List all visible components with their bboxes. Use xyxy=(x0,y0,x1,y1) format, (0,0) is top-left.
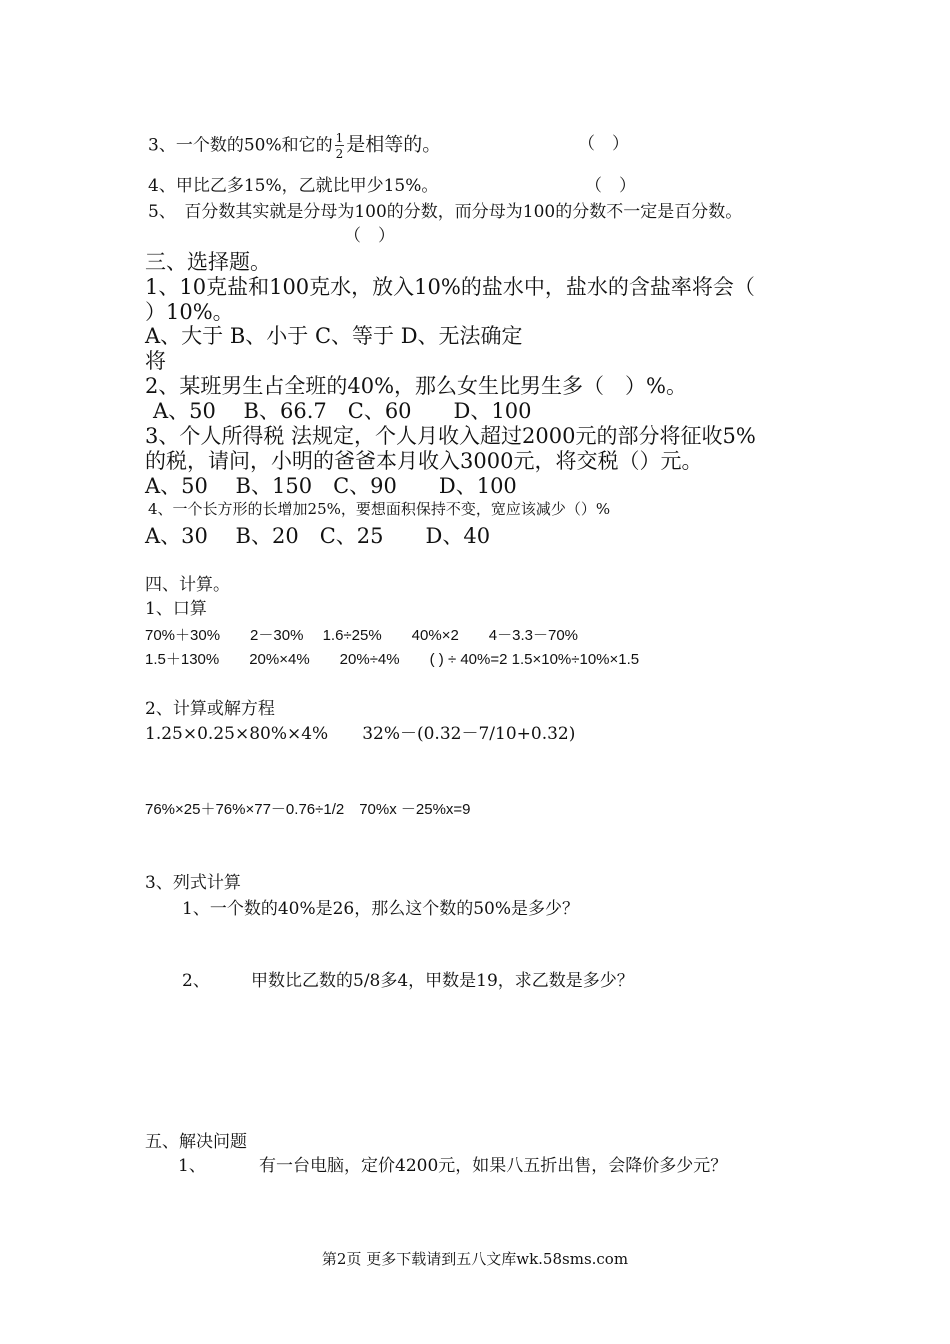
solve-heading: 五、解决问题 xyxy=(145,1132,247,1152)
judge-q4: 4、甲比乙多15%，乙就比甲少15%。 xyxy=(148,176,439,196)
choice-q1-line1: 1、10克盐和100克水，放入10%的盐水中，盐水的含盐率将会（ xyxy=(145,275,755,299)
judge-q5: 5、 百分数其实就是分母为100的分数，而分母为100的分数不一定是百分数。 xyxy=(148,202,743,222)
equation-heading: 2、计算或解方程 xyxy=(145,699,275,719)
equation-row-1: 1.25×0.25×80%×4% 32%－(0.32－7/10+0.32) xyxy=(145,724,576,744)
judge-q3 xyxy=(148,132,441,160)
solve-q1-number: 1、 xyxy=(178,1156,206,1176)
oral-calc-row-1: 70%＋30% 2－30% 1.6÷25% 40%×2 4－3.3－70% xyxy=(145,627,579,644)
choice-q4-options: A、30 B、20 C、25 D、40 xyxy=(145,524,491,548)
list-calc-q1: 1、一个数的40%是26，那么这个数的50%是多少？ xyxy=(182,899,580,919)
judge-q3-text-b: 是相等的。 xyxy=(346,133,442,156)
choice-q1-options: A、大于 B、小于 C、等于 D、无法确定 xyxy=(145,324,523,348)
judge-q3-answer-blank: （ ） xyxy=(578,134,629,154)
judge-q4-answer-blank: （ ） xyxy=(585,176,636,196)
choice-q3-options: A、50 B、150 C、90 D、100 xyxy=(145,474,517,498)
judge-q5-answer-blank: （ ） xyxy=(344,226,395,246)
choice-q4: 4、一个长方形的长增加25%，要想面积保持不变，宽应该减少（）% xyxy=(148,500,611,518)
list-calc-q2: 甲数比乙数的5/8多4，甲数是19，求乙数是多少？ xyxy=(251,971,634,991)
list-calc-q2-number: 2、 xyxy=(182,971,210,991)
oral-calc-heading: 1、口算 xyxy=(145,599,207,619)
choice-heading: 三、选择题。 xyxy=(145,250,271,274)
list-calc-heading: 3、列式计算 xyxy=(145,873,241,893)
choice-q3-line2: 的税，请问，小明的爸爸本月收入3000元，将交税（）元。 xyxy=(145,449,703,473)
fraction-one-half xyxy=(335,132,345,160)
oral-calc-row-2: 1.5＋130% 20%×4% 20%÷4% ( ) ÷ 40%=2 1.5×10%÷10%×1.5 xyxy=(145,651,640,668)
fraction-numerator: 1 xyxy=(335,131,344,145)
equation-row-2: 76%×25＋76%×77－0.76÷1/2 70%x －25%x=9 xyxy=(145,801,471,818)
judge-q3-text-a: 3、一个数的50%和它的 xyxy=(148,135,333,156)
choice-q1-line2: ）10%。 xyxy=(145,300,234,324)
choice-q2-options: A、50 B、66.7 C、60 D、100 xyxy=(153,399,532,423)
fraction-denominator: 2 xyxy=(335,147,344,161)
solve-q1: 有一台电脑，定价4200元，如果八五折出售，会降价多少元？ xyxy=(259,1156,728,1176)
choice-q1-extra: 将 xyxy=(145,349,166,373)
choice-q2: 2、某班男生占全班的40%，那么女生比男生多（ ）%。 xyxy=(145,374,687,398)
page-footer: 第2页 更多下载请到五八文库wk.58sms.com xyxy=(321,1250,629,1268)
calc-heading: 四、计算。 xyxy=(145,575,230,595)
choice-q3-line1: 3、个人所得税 法规定，个人月收入超过2000元的部分将征收5% xyxy=(145,424,756,448)
